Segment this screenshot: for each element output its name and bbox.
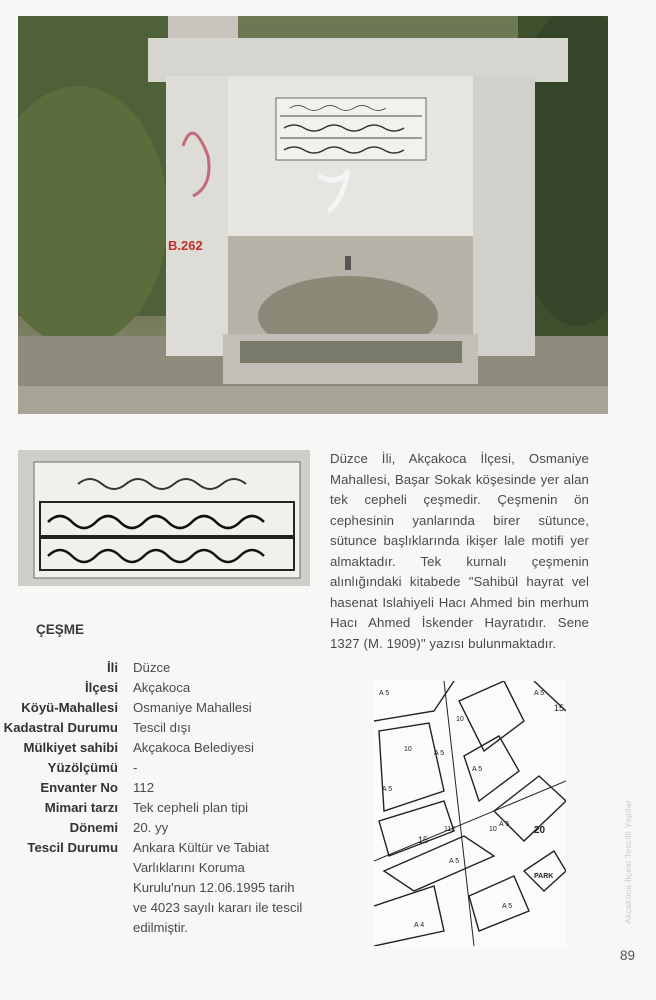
map-label: 20 (534, 825, 546, 836)
info-label: Köyü-Mahallesi (21, 700, 118, 715)
map-label: 15 (554, 703, 565, 713)
info-label: Mimari tarzı (44, 800, 118, 815)
info-row (0, 658, 330, 678)
info-label: Mülkiyet sahibi (23, 740, 118, 755)
map-label: A 5 (382, 786, 393, 793)
info-label: Envanter No (40, 780, 118, 795)
map-label: A 5 (434, 750, 445, 757)
info-label: İli (107, 660, 118, 675)
map-label: 10 (456, 716, 464, 723)
info-value: Tescil dışı (133, 720, 191, 735)
map-label: 10 (404, 746, 412, 753)
map-label: A 5 (502, 903, 513, 910)
map-label: A 5 (499, 821, 510, 828)
description-paragraph: Düzce İli, Akçakoca İlçesi, Osmaniye Mahallesi, Başar Sokak köşesinde yer alan tek cepheli çeşmedir. Çeşmenin ön cephesinin yanlarında birer sütunce, sütunce başlıklarında ikişer lale motifi yer almaktadır. Tek kurnalı çeşmenin alınlığındaki kitabede "Sahibül hayrat vel hasenat Islahiyeli Hacı Ahmed bin merhum Hacı Ahmed İskender Hayratıdır. Sene 1327 (M. 1909)" yazısı bulunmaktadır. (330, 451, 589, 651)
map-label: 10 (489, 826, 497, 833)
map-illustration (374, 681, 566, 946)
info-value: Akçakoca Belediyesi (133, 740, 254, 755)
info-value: Ankara Kültür ve Tabiat Varlıklarını Koruma Kurulu'nun 12.06.1995 tarih ve 4023 sayılı kararı ile tescil edilmiştir. (133, 840, 303, 935)
map-label: A 5 (472, 766, 483, 773)
map-label: 15 (418, 835, 429, 845)
fountain-illustration (18, 16, 608, 414)
info-row (0, 778, 330, 798)
info-value: - (133, 760, 138, 775)
info-row (0, 698, 330, 718)
info-row (0, 758, 330, 778)
map-label: A 5 (449, 858, 460, 865)
map-label: PARK (534, 873, 554, 880)
info-value: Tek cepheli plan tipi (133, 800, 249, 815)
info-row (0, 678, 330, 698)
info-row (0, 818, 330, 838)
map-label: A 5 (379, 690, 390, 697)
info-row (0, 718, 330, 738)
inscription-photo (18, 450, 310, 586)
cadastral-map (374, 681, 566, 946)
info-label: Tescil Durumu (27, 840, 118, 855)
info-row (0, 738, 330, 758)
info-row (0, 798, 330, 818)
map-label: 112 (444, 826, 456, 833)
info-label: Dönemi (69, 820, 118, 835)
inscription-illustration (18, 450, 310, 586)
info-value: Akçakoca (133, 680, 191, 695)
side-running-title: Akçakoca İlçesi Tescilli Yapılar (623, 800, 633, 924)
section-title: ÇEŞME (36, 622, 85, 637)
info-value: Osmaniye Mahallesi (133, 700, 252, 715)
info-row (0, 838, 330, 938)
info-value: Düzce (133, 660, 171, 675)
info-label: İlçesi (85, 680, 118, 695)
fountain-photo (18, 16, 608, 414)
fountain-marking: B.262 (168, 238, 203, 253)
info-label: Yüzölçümü (47, 760, 118, 775)
map-label: A 5 (534, 690, 545, 697)
info-label: Kadastral Durumu (3, 720, 118, 735)
info-value: 112 (133, 780, 155, 795)
page-number: 89 (620, 948, 636, 963)
info-value: 20. yy (133, 820, 169, 835)
info-table (0, 658, 330, 938)
map-label: A 4 (414, 922, 425, 929)
